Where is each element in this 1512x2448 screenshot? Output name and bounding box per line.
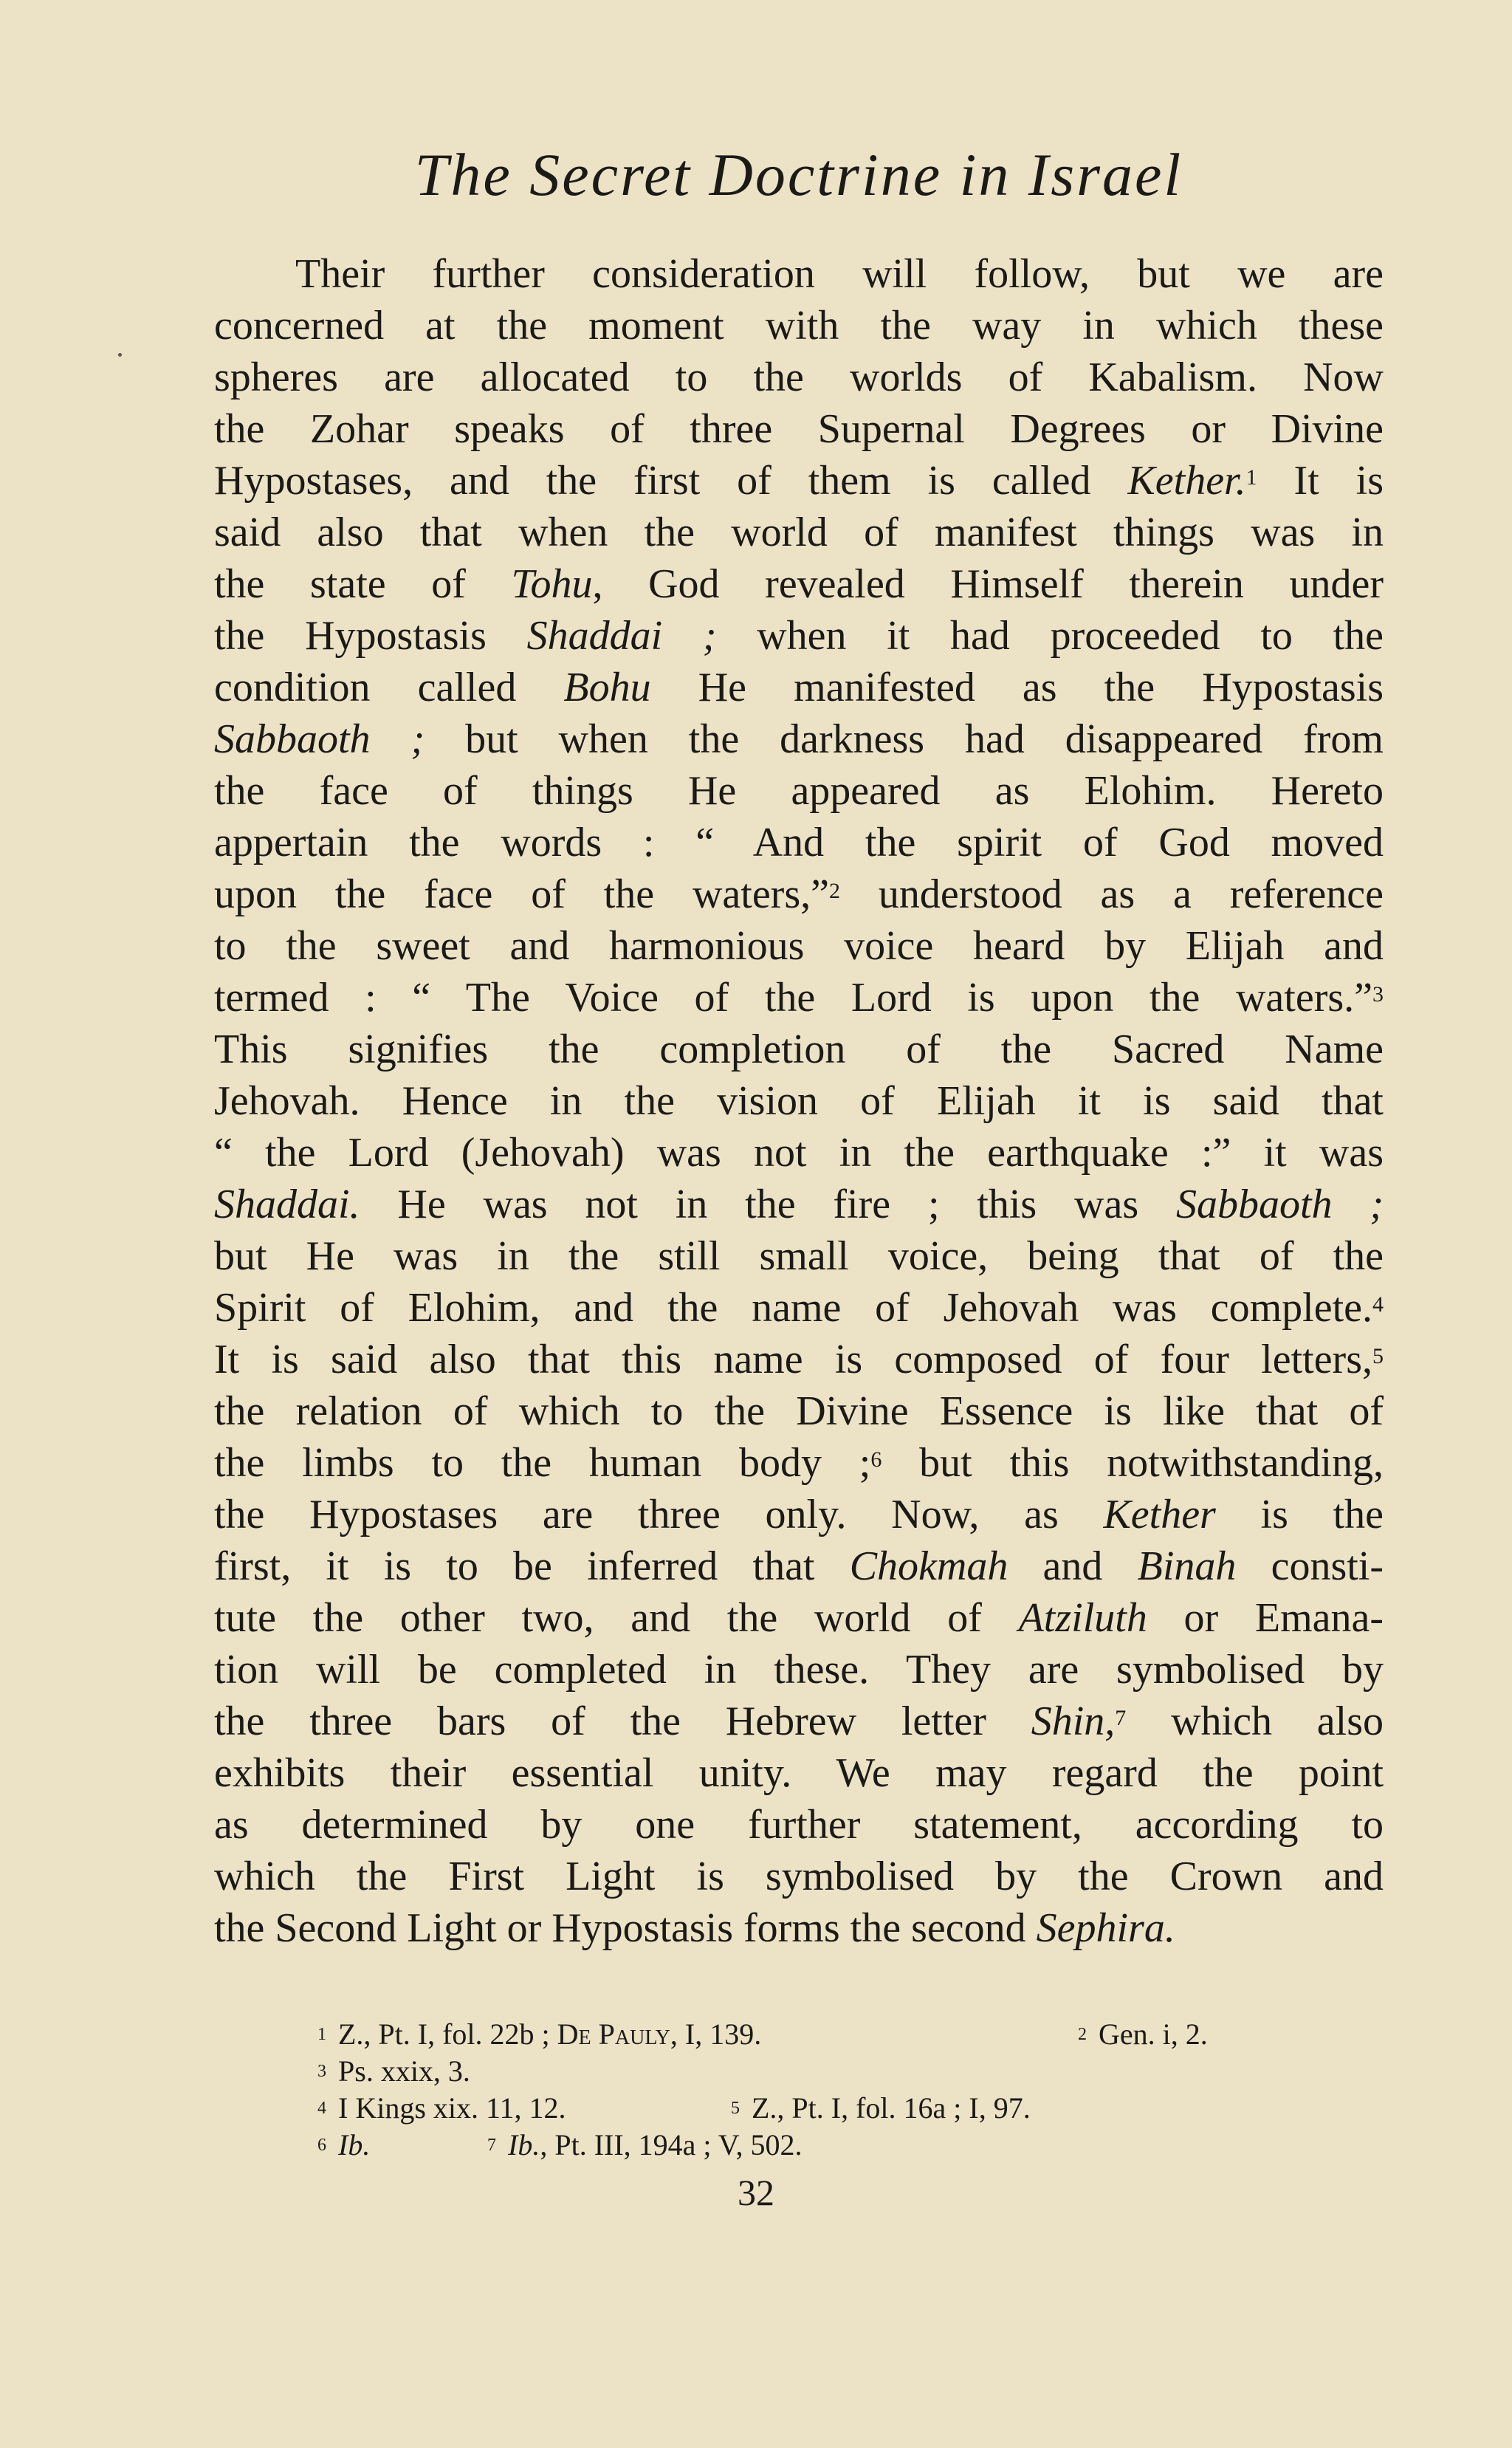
text-run: but this notwithstanding, — [882, 1440, 1384, 1486]
text-line — [214, 1437, 1384, 1489]
text-line — [214, 868, 1384, 920]
italic-term: Shaddai. — [214, 1182, 360, 1227]
italic-term: Binah — [1137, 1543, 1237, 1589]
text-line — [214, 1334, 1384, 1385]
italic-term: Kether. — [1127, 458, 1246, 504]
footnote-3: $^3$ Ps. xxix, 3. — [317, 2054, 470, 2088]
text-run: the three bars of the Hebrew letter — [214, 1698, 1031, 1744]
text-run: termed : “ The Voice of the Lord is upon the waters.” — [214, 975, 1372, 1021]
text-run: tion will be completed in these. They are symbolised by — [214, 1647, 1384, 1693]
text-run: Jehovah. Hence in the vision of Elijah it is said that — [214, 1078, 1384, 1124]
text-line — [214, 1075, 1384, 1127]
italic-term: Sabbaoth ; — [1175, 1182, 1384, 1227]
text-run: first, it is to be inferred that — [214, 1543, 850, 1589]
footnote-6: $^6$ Ib. — [317, 2128, 371, 2161]
page-number: 32 — [738, 2172, 774, 2213]
text-run: the Second Light or Hypostasis forms the second — [214, 1905, 1037, 1951]
text-line — [214, 300, 1384, 352]
italic-term: Chokmah — [849, 1543, 1008, 1589]
footnotes — [317, 2016, 1277, 2164]
text-line — [214, 352, 1384, 403]
text-run: consti- — [1236, 1543, 1384, 1589]
text-run: as determined by one further statement, according to — [214, 1802, 1384, 1848]
text-run: but when the darkness had disappeared from — [425, 716, 1384, 762]
footnote-ref: 6 — [870, 1447, 882, 1472]
text-line — [214, 765, 1384, 817]
text-run: the Zohar speaks of three Supernal Degrees or Divine — [214, 406, 1384, 452]
body-paragraph — [214, 248, 1384, 1954]
text-run: He manifested as the Hypostasis — [650, 665, 1384, 710]
italic-term: Bohu — [563, 665, 651, 710]
italic-term: Shaddai ; — [526, 613, 717, 659]
footnote-row — [317, 2016, 1277, 2053]
text-line — [214, 1230, 1384, 1282]
text-line — [214, 1851, 1384, 1902]
text-line — [214, 713, 1384, 765]
text-line — [214, 662, 1384, 713]
italic-term: Sabbaoth ; — [214, 716, 425, 762]
footnote-ref: 2 — [828, 879, 840, 903]
text-run: the state of — [214, 561, 512, 607]
footnote-ref: 1 — [1245, 465, 1257, 490]
text-run: Spirit of Elohim, and the name of Jehovah was complete. — [214, 1285, 1372, 1331]
text-line — [214, 1127, 1384, 1179]
text-run: Hypostases, and the first of them is called — [214, 458, 1128, 504]
text-run: condition called — [214, 665, 564, 710]
text-run: the relation of which to the Divine Essence is like that of — [214, 1388, 1384, 1434]
footnote-ref: 7 — [1115, 1706, 1127, 1730]
paper-speck — [118, 353, 122, 357]
text-line — [214, 455, 1384, 507]
text-run: It is said also that this name is composed of four letters, — [214, 1337, 1372, 1382]
footnote-4: $^4$ I Kings xix. 11, 12. — [317, 2091, 566, 2125]
text-line — [214, 1902, 1384, 1954]
footnote-ref: 4 — [1372, 1292, 1384, 1317]
text-line — [214, 558, 1384, 610]
text-run: , God revealed Himself therein under — [592, 561, 1384, 607]
footnote-1: $^1$ Z., Pt. I, fol. 22b ; De Pauly, I, 139. — [317, 2017, 762, 2051]
text-line — [214, 403, 1384, 455]
text-run: when it had proceeded to the — [716, 613, 1384, 659]
text-run: which the First Light is symbolised by the Crown and — [214, 1854, 1384, 1899]
text-line — [214, 1179, 1384, 1230]
text-line — [214, 248, 1384, 300]
text-run: the limbs to the human body ; — [214, 1440, 871, 1486]
footnote-5: $^5$ Z., Pt. I, fol. 16a ; I, 97. — [731, 2091, 1031, 2125]
text-run: which also — [1126, 1698, 1384, 1744]
text-run: concerned at the moment with the way in which these — [214, 303, 1384, 349]
text-run: “ the Lord (Jehovah) was not in the earthquake :” it was — [214, 1130, 1384, 1176]
text-line — [214, 507, 1384, 558]
footnote-7: $^7$ Ib., Pt. III, 194a ; V, 502. — [487, 2128, 803, 2161]
text-line — [214, 1592, 1384, 1644]
text-line — [214, 817, 1384, 868]
text-run: spheres are allocated to the worlds of Kabalism. Now — [214, 354, 1384, 400]
text-line — [214, 920, 1384, 972]
text-line — [214, 1385, 1384, 1437]
footnote-ref: 3 — [1372, 982, 1384, 1007]
running-head: The Secret Doctrine in Israel — [414, 141, 1183, 208]
text-run: is the — [1215, 1492, 1384, 1537]
text-run: exhibits their essential unity. We may regard the point — [214, 1750, 1384, 1796]
text-run: the Hypostasis — [214, 613, 527, 659]
text-line — [214, 1024, 1384, 1075]
text-run: and — [1008, 1543, 1138, 1589]
footnote-row — [317, 2090, 1277, 2127]
text-run: Their further consideration will follow, but we are — [295, 251, 1384, 297]
text-run: but He was in the still small voice, being that of the — [214, 1233, 1384, 1279]
text-run: to the sweet and harmonious voice heard by Elijah and — [214, 923, 1384, 969]
text-line — [214, 1696, 1384, 1747]
italic-term: Kether — [1103, 1492, 1216, 1537]
text-run: It is — [1257, 458, 1384, 504]
text-run: This signifies the completion of the Sacred Name — [214, 1026, 1384, 1072]
text-line — [214, 1489, 1384, 1540]
italic-term: Sephira. — [1036, 1905, 1175, 1951]
text-line — [214, 1540, 1384, 1592]
text-line — [214, 972, 1384, 1024]
text-run: upon the face of the waters,” — [214, 871, 829, 917]
italic-term: Shin, — [1031, 1698, 1116, 1744]
text-run: said also that when the world of manifest things was in — [214, 510, 1384, 555]
text-run: the face of things He appeared as Elohim. Hereto — [214, 768, 1384, 814]
text-run: tute the other two, and the world of — [214, 1595, 1019, 1641]
footnote-row — [317, 2127, 1277, 2164]
text-run: or Emana- — [1147, 1595, 1384, 1641]
italic-term: Atziluth — [1018, 1595, 1147, 1641]
text-line — [214, 1747, 1384, 1799]
text-line — [214, 1644, 1384, 1696]
footnote-row — [317, 2053, 1277, 2090]
text-run: He was not in the fire ; this was — [360, 1182, 1176, 1227]
text-run: the Hypostases are three only. Now, as — [214, 1492, 1104, 1537]
footnote-2: $^2$ Gen. i, 2. — [1078, 2017, 1208, 2051]
text-run: understood as a reference — [839, 871, 1384, 917]
footnote-ref: 5 — [1372, 1344, 1384, 1368]
text-line — [214, 1282, 1384, 1334]
text-line — [214, 610, 1384, 662]
italic-term: Tohu — [511, 561, 593, 607]
text-run: appertain the words : “ And the spirit of God moved — [214, 820, 1384, 865]
text-line — [214, 1799, 1384, 1851]
